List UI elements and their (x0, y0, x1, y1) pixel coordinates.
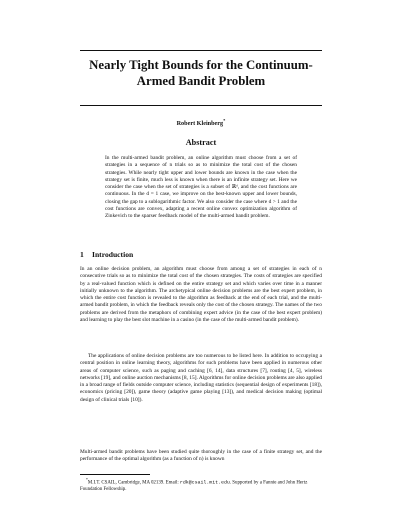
title-top-rule (80, 50, 322, 51)
author-footnote-mark: * (223, 118, 226, 123)
section-title: Introduction (92, 250, 134, 259)
footnote (80, 477, 322, 493)
footnote-rest: . Supported by a Fannie and John Hertz Foundation Fellowship. (80, 480, 308, 493)
abstract-text: In the multi-armed bandit problem, an online algorithm must choose from a set of strategies in a sequence of n trials so as to minimize the total cost of the chosen strategies. While nearly tight upper and lower bounds are known in the case when the strategy set is finite, much less is known when there is an infinite strategy set. Here we consider the case when the set of strategies is a subset of ℝᵈ, and the cost functions are continuous. In the d = 1 case, we improve on the best-known upper and lower bounds, closing the gap to a sublogarithmic factor. We also consider the case where d > 1 and the cost functions are convex, adapting a recent online convex optimization algorithm of Zinkevich to the sparser feedback model of the multi-armed bandit problem. (105, 155, 297, 219)
paragraph: The applications of online decision problems are too numerous to be listed here. In addition to occupying a central position in online learning theory, algorithms for such problems have been applied in numerous other areas of computer science, such as paging and caching [6, 14], data structures [7], routing [4, 5], wireless networks [19], and online auction mechanisms [8, 15]. Algorithms for online decision problems are also applied in a broad range of fields outside computer science, including statistics (sequential design of experiments [18]), economics (pricing [20]), game theory (adaptive game playing [13]), and medical decision making (optimal design of clinical trials [10]). (80, 353, 322, 403)
author (80, 118, 322, 127)
abstract-heading: Abstract (185, 138, 217, 147)
section-number: 1 (80, 250, 84, 259)
paragraph: Multi-armed bandit problems have been studied quite thoroughly in the case of a finite strategy set, and the performance of the optimal algorithm (as a function of n) is known (80, 449, 322, 463)
section-heading (80, 250, 133, 259)
footnote-rule (80, 474, 150, 475)
paper-title: Nearly Tight Bounds for the Continuum-Armed Bandit Problem (89, 58, 313, 88)
title-bottom-rule (80, 105, 322, 106)
footnote-email: rdk@csail.mit.edu (179, 480, 230, 486)
footnote-affiliation: M.I.T. CSAIL, Cambridge, MA 02139. Email: (87, 480, 180, 486)
author-name: Robert Kleinberg (176, 120, 224, 128)
footnote-mark: * (86, 478, 88, 482)
paragraph: In an online decision problem, an algorithm must choose from among a set of strategies in each of n consecutive trials so as to minimize the total cost of the chosen strategies. The costs of strategies are specified by a real-valued function which is defined on the entire strategy set and which varies over time in a manner initially unknown to the algorithm. The archetypical online decision problems are the best expert problem, in which the entire cost function is revealed to the algorithm as feedback at the end of each trial, and the multi-armed bandit problem, in which the feedback reveals only the cost of the chosen strategy. The names of the two problems are derived from the metaphors of combining expert advice (in the case of the best expert problem) and learning to play the best slot machine in a casino (in the case of the multi-armed bandit problem). (80, 266, 322, 323)
